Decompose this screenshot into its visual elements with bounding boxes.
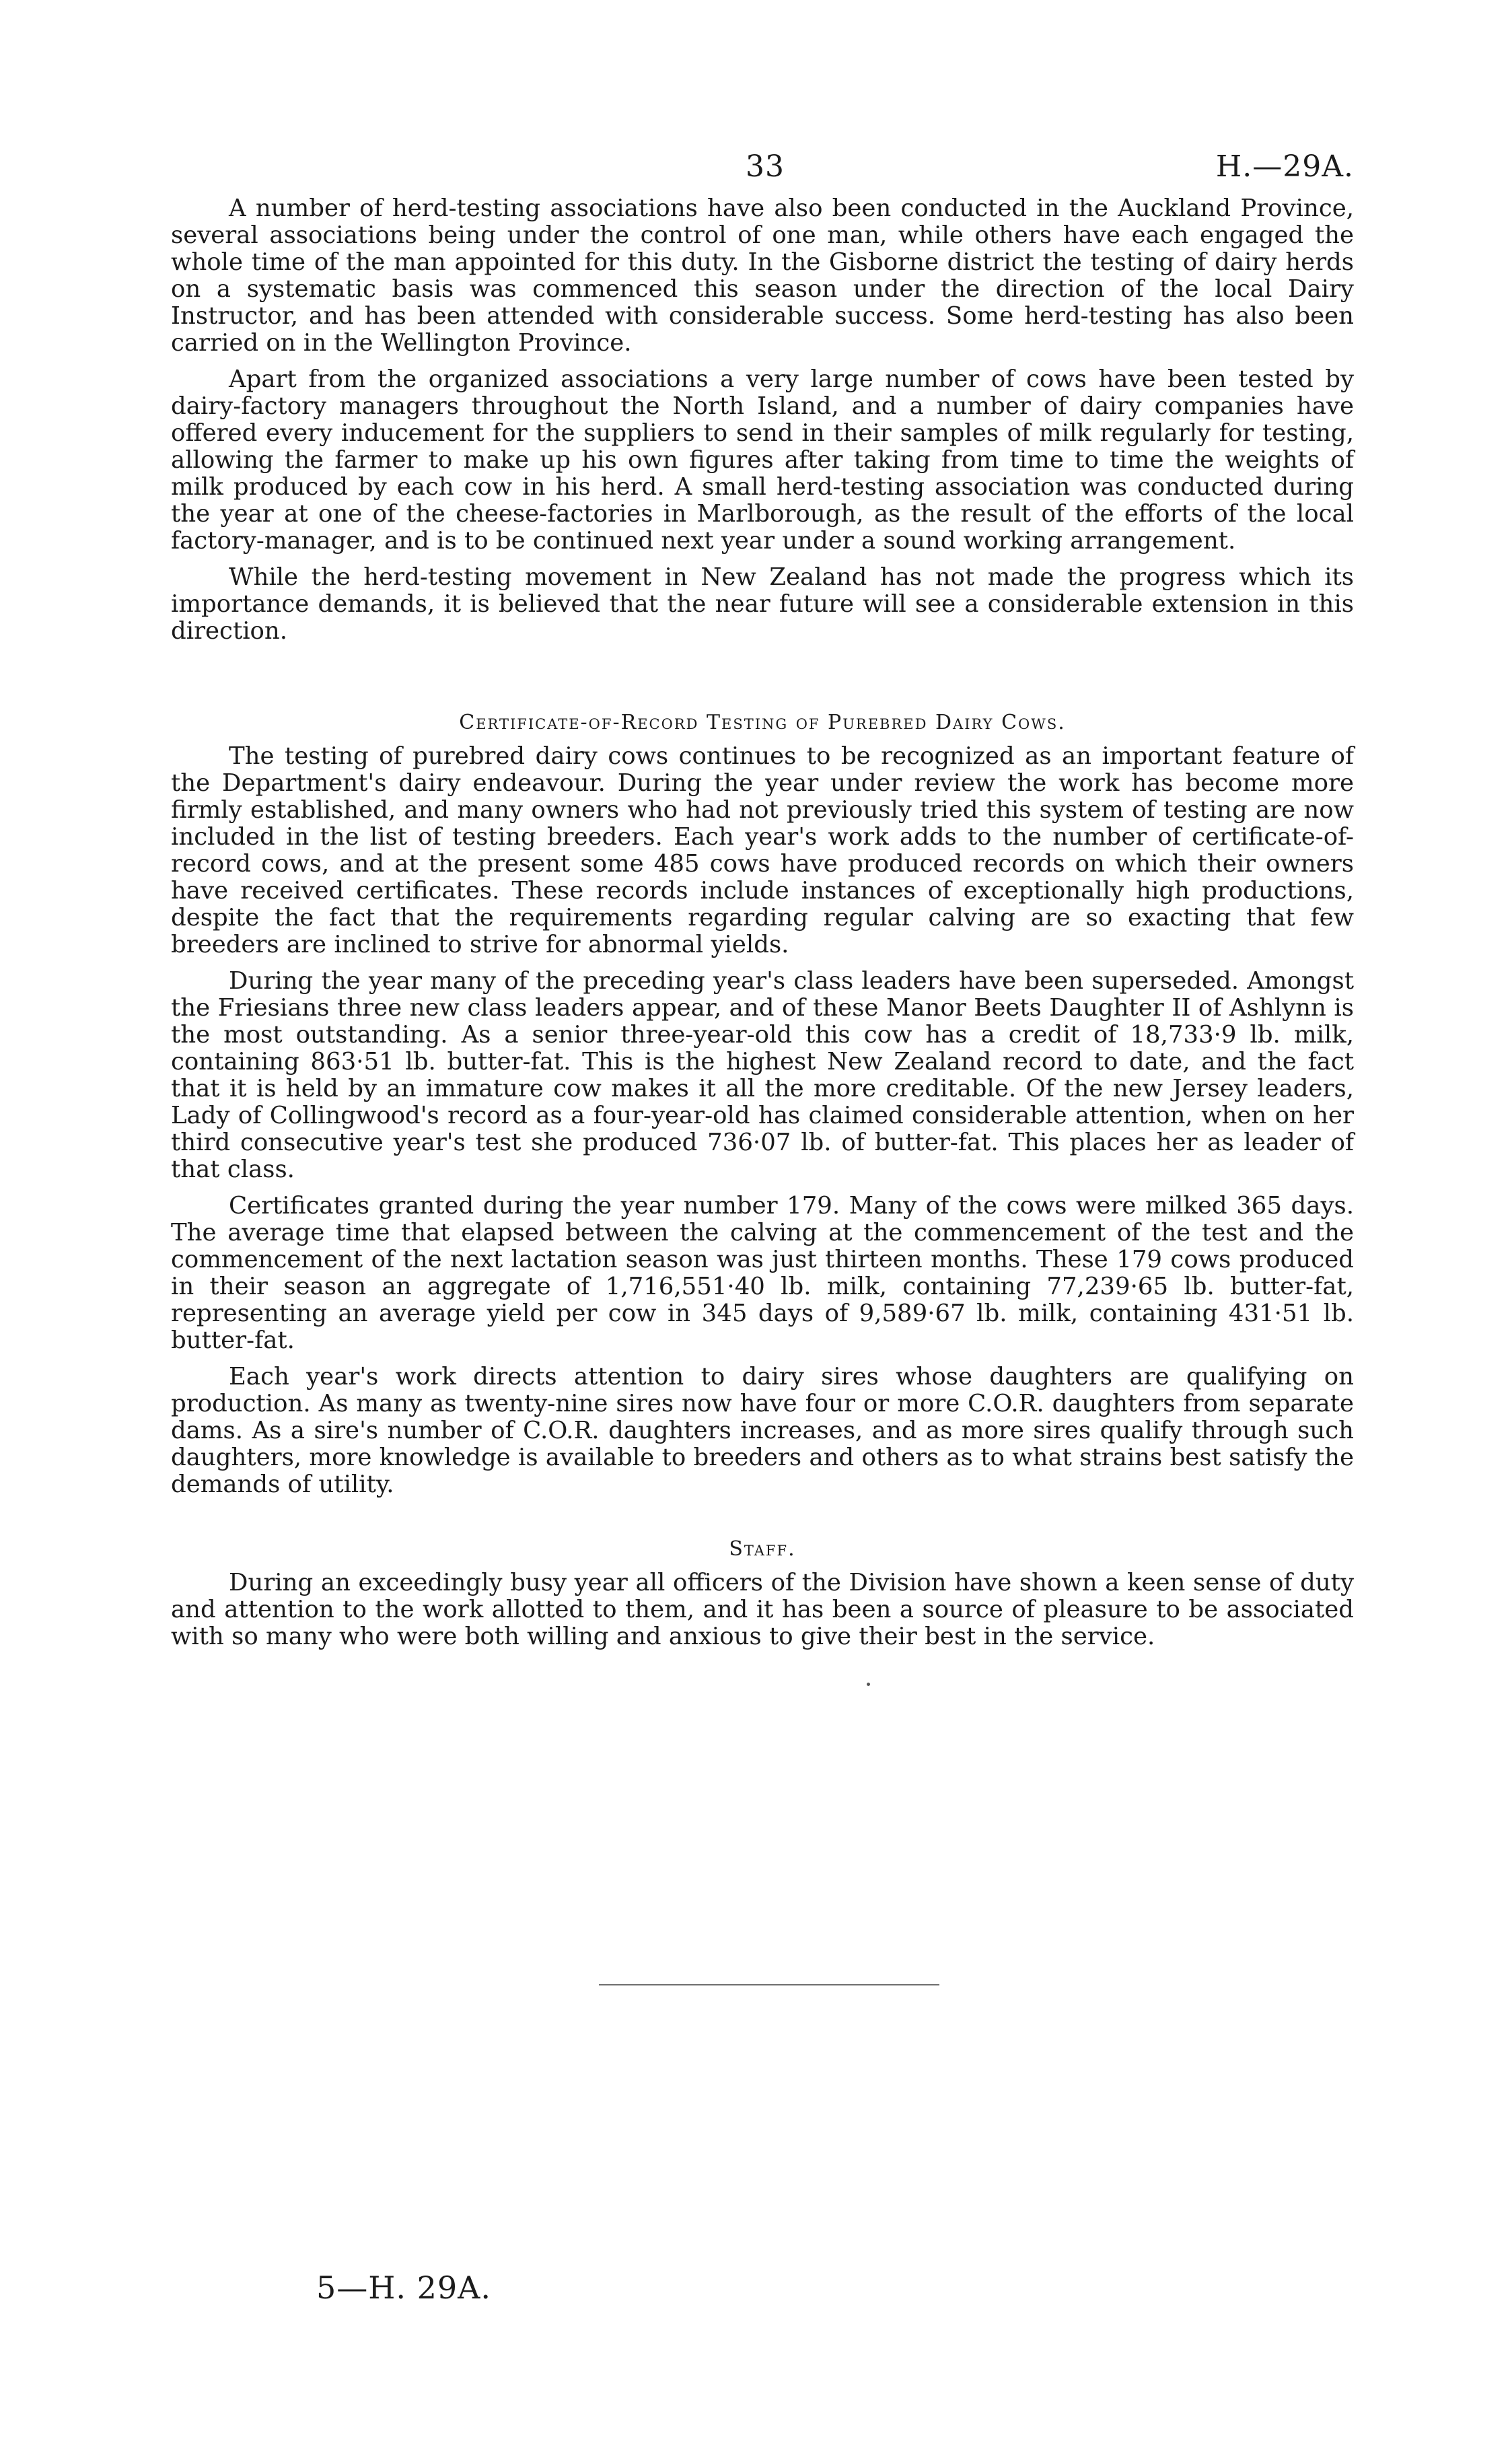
- document-reference: H.—29A.: [1215, 149, 1354, 184]
- paragraph: Apart from the organized associations a very large number of cows have been tested by dairy-factory managers throughout the North Island, and a number of dairy companies have offered every inducement for the suppliers to send in their samples of milk regularly for testing, allowing the farmer to make up his own figures after taking from time to time the weights of milk produced by each cow in his herd. A small herd-testing association was conducted during the year at one of the cheese-factories in Marlborough, as the result of the efforts of the local factory-manager, and is to be continued next year under a sound working arrangement.: [171, 365, 1354, 555]
- paragraph: While the herd-testing movement in New Zealand has not made the progress which its importance demands, it is believed that the near future will see a considerable extension in this direction.: [171, 563, 1354, 645]
- paragraph: During an exceedingly busy year all officers of the Division have shown a keen sense of duty and attention to the work allotted to them, and it has been a source of pleasure to be associated with so many who were both willing and anxious to give their best in the service.: [171, 1569, 1354, 1650]
- paragraph: Certificates granted during the year number 179. Many of the cows were milked 365 days. The average time that elapsed between the calving at the commencement of the test and the commencement of the next lactation season was just thirteen months. These 179 cows produced in their season an aggregate of 1,716,551·40 lb. milk, containing 77,239·65 lb. butter-fat, representing an average yield per cow in 345 days of 9,589·67 lb. milk, containing 431·51 lb. butter-fat.: [171, 1192, 1354, 1354]
- paragraph: A number of herd-testing associations have also been conducted in the Auckland Province, several associations being under the control of one man, while others have each engaged the whole time of the man appointed for this duty. In the Gisborne district the testing of dairy herds on a systematic basis was commenced this season under the direction of the local Dairy Instructor, and has been attended with considerable success. Some herd-testing has also been carried on in the Wellington Province.: [171, 195, 1354, 357]
- print-speck: [867, 1683, 870, 1686]
- section-heading-certificate-of-record: Certificate-of-Record Testing of Purebred Dairy Cows.: [459, 711, 1066, 734]
- paragraph: During the year many of the preceding year's class leaders have been superseded. Amongst the Friesians three new class leaders appear, and of these Manor Beets Daughter II of Ashlynn is the most outstanding. As a senior three-year-old this cow has a credit of 18,733·9 lb. milk, containing 863·51 lb. butter-fat. This is the highest New Zealand record to date, and the fact that it is held by an immature cow makes it all the more creditable. Of the new Jersey leaders, Lady of Collingwood's record as a four-year-old has claimed considerable attention, when on her third consecutive year's test she produced 736·07 lb. of butter-fat. This places her as leader of that class.: [171, 967, 1354, 1183]
- end-rule-divider: [599, 1984, 939, 1985]
- body-text: [171, 195, 1354, 1660]
- section-heading-staff: Staff.: [729, 1537, 796, 1561]
- footer-sheet-reference: 5—H. 29A.: [316, 2269, 492, 2306]
- page-number: 33: [746, 149, 785, 184]
- paragraph: Each year's work directs attention to dairy sires whose daughters are qualifying on production. As many as twenty-nine sires now have four or more C.O.R. daughters from separate dams. As a sire's number of C.O.R. daughters increases, and as more sires qualify through such daughters, more knowledge is available to breeders and others as to what strains best satisfy the demands of utility.: [171, 1363, 1354, 1498]
- paragraph: The testing of purebred dairy cows continues to be recognized as an important feature of the Department's dairy endeavour. During the year under review the work has become more firmly established, and many owners who had not previously tried this system of testing are now included in the list of testing breeders. Each year's work adds to the number of certificate-of-record cows, and at the present some 485 cows have produced records on which their owners have received certificates. These records include instances of exceptionally high productions, despite the fact that the requirements regarding regular calving are so exacting that few breeders are inclined to strive for abnormal yields.: [171, 742, 1354, 958]
